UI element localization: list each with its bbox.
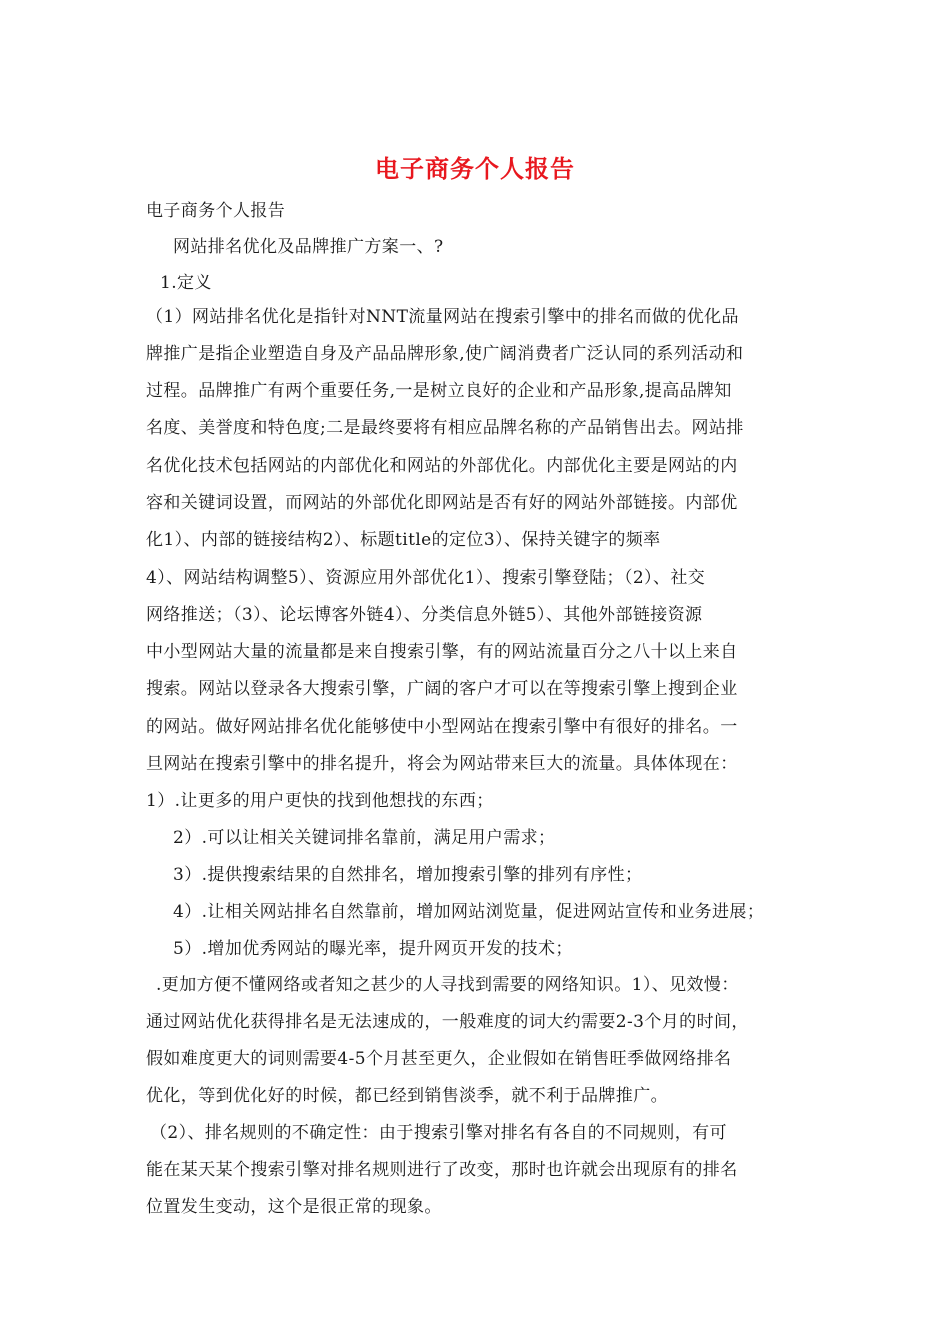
paragraph-line: 牌推广是指企业塑造自身及产品品牌形象,使广阔消费者广泛认同的系列活动和 [146, 344, 744, 364]
paragraph-line: 通过网站优化获得排名是无法速成的，一般难度的词大约需要2-3个月的时间， [146, 1012, 749, 1032]
list-item: 4）.让相关网站排名自然靠前，增加网站浏览量，促进网站宣传和业务进展； [173, 902, 765, 922]
paragraph-line: .更加方便不懂网络或者知之甚少的人寻找到需要的网络知识。1）、见效慢： [156, 975, 739, 995]
paragraph-line: 的网站。做好网站排名优化能够使中小型网站在搜索引擎中有很好的排名。一 [146, 717, 738, 737]
paragraph-line: （1）网站排名优化是指针对NNT流量网站在搜索引擎中的排名而做的优化品 [146, 307, 739, 327]
paragraph-line: 搜索。网站以登录各大搜索引擎，广阔的客户才可以在等搜索引擎上搜到企业 [146, 679, 738, 699]
paragraph-line: 化1）、内部的链接结构2）、标题title的定位3）、保持关键字的频率 [146, 530, 661, 550]
definition-heading: 1.定义 [160, 273, 212, 293]
paragraph-line: 假如难度更大的词则需要4-5个月甚至更久，企业假如在销售旺季做网络排名 [146, 1049, 732, 1069]
list-item: 2）.可以让相关关键词排名靠前，满足用户需求； [173, 828, 556, 848]
paragraph-line: 过程。品牌推广有两个重要任务,一是树立良好的企业和产品形象,提高品牌知 [146, 381, 732, 401]
paragraph-line: 位置发生变动，这个是很正常的现象。 [146, 1197, 442, 1217]
paragraph-line: 中小型网站大量的流量都是来自搜索引擎，有的网站流量百分之八十以上来自 [146, 642, 738, 662]
paragraph-line: 优化，等到优化好的时候，都已经到销售淡季，就不利于品牌推广。 [146, 1086, 668, 1106]
paragraph-line: 网络推送；（3）、论坛博客外链4）、分类信息外链5）、其他外部链接资源 [146, 605, 703, 625]
list-item: 5）.增加优秀网站的曝光率，提升网页开发的技术； [173, 939, 573, 959]
paragraph-line: 4）、网站结构调整5）、资源应用外部优化1）、搜索引擎登陆；（2）、社交 [146, 568, 706, 588]
paragraph-line: 能在某天某个搜索引擎对排名规则进行了改变，那时也许就会出现原有的排名 [146, 1160, 738, 1180]
paragraph-line: 名优化技术包括网站的内部优化和网站的外部优化。内部优化主要是网站的内 [146, 456, 738, 476]
paragraph-line: （2）、排名规则的不确定性：由于搜索引擎对排名有各自的不同规则，有可 [150, 1123, 727, 1143]
paragraph-line: 旦网站在搜索引擎中的排名提升，将会为网站带来巨大的流量。具体体现在： [146, 754, 738, 774]
paragraph-line: 名度、美誉度和特色度;二是最终要将有相应品牌名称的产品销售出去。网站排 [146, 418, 744, 438]
section-heading: 网站排名优化及品牌推广方案一、? [173, 237, 444, 257]
document-title: 电子商务个人报告 [375, 154, 575, 183]
list-item: 1）.让更多的用户更快的找到他想找的东西； [146, 791, 494, 811]
subtitle-line: 电子商务个人报告 [146, 201, 286, 221]
paragraph-line: 容和关键词设置，而网站的外部优化即网站是否有好的网站外部链接。内部优 [146, 493, 738, 513]
list-item: 3）.提供搜索结果的自然排名，增加搜索引擎的排列有序性； [173, 865, 643, 885]
